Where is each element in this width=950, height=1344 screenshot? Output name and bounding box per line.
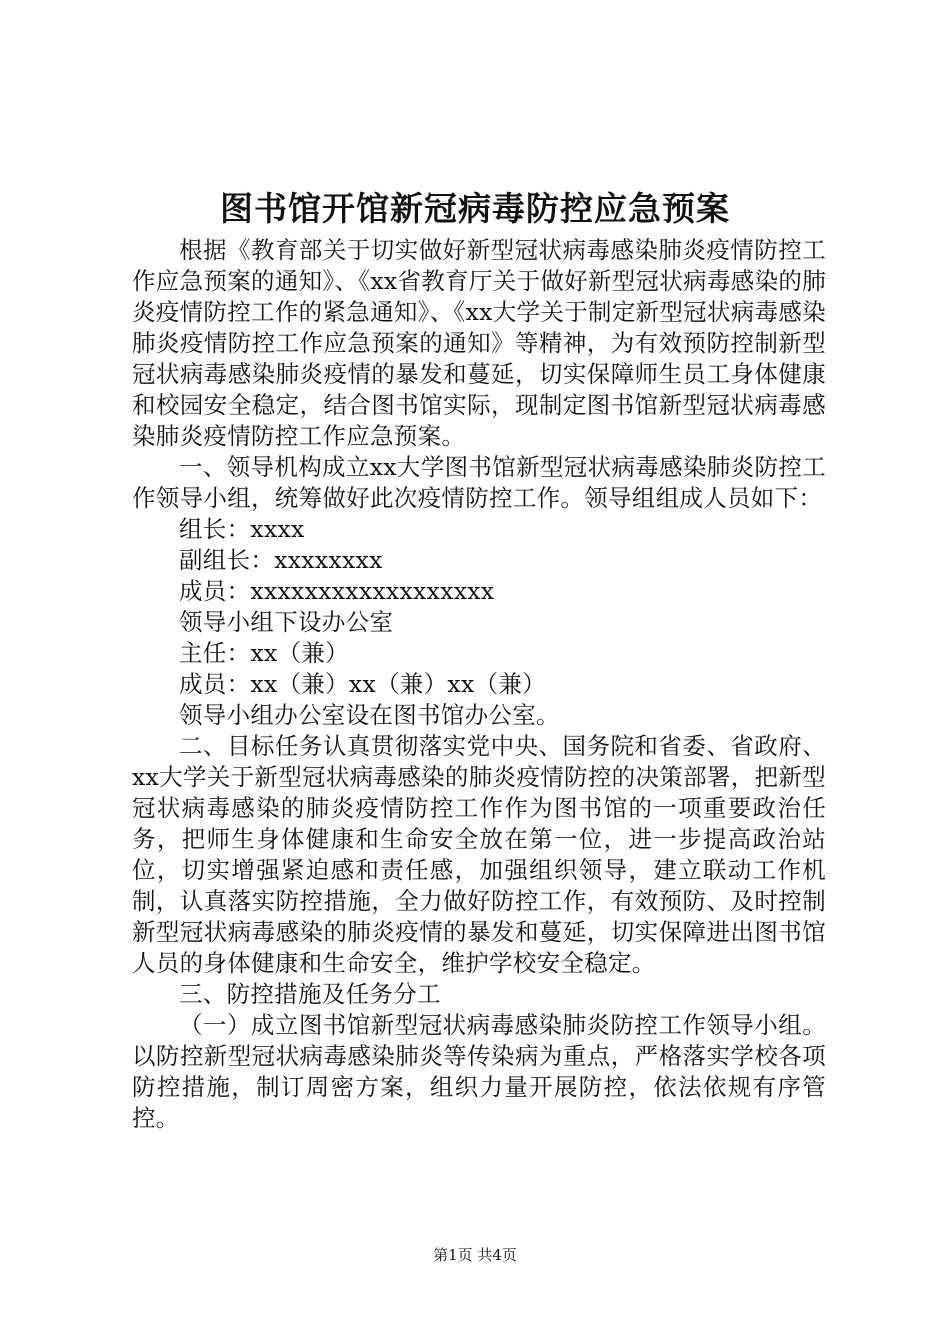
director-line: 主任：xx（兼） [179, 639, 349, 667]
office-location-line: 领导小组办公室设在图书馆办公室。 [179, 701, 560, 729]
section-1-paragraph: 一、领导机构成立xx大学图书馆新型冠状病毒感染肺炎防控工作领导小组，统筹做好此次疫情防控工作。领导组组成人员如下： [132, 453, 826, 512]
page-footer: 第1页 共4页 [433, 1246, 517, 1264]
intro-paragraph: 根据《教育部关于切实做好新型冠状病毒感染肺炎疫情防控工作应急预案的通知》、《xx省教育厅关于做好新型冠状病毒感染的肺炎疫情防控工作的紧急通知》、《xx大学关于制定新型冠状病毒感染肺炎疫情防控工作应急预案的通知》等精神，为有效预防控制新型冠状病毒感染肺炎疫情的暴发和蔓延，切实保障师生员工身体健康和校园安全稳定，结合图书馆实际，现制定图书馆新型冠状病毒感染肺炎疫情防控工作应急预案。 [132, 236, 826, 450]
section-2-paragraph: 二、目标任务认真贯彻落实党中央、国务院和省委、省政府、xx大学关于新型冠状病毒感染的肺炎疫情防控的决策部署，把新型冠状病毒感染的肺炎疫情防控工作作为图书馆的一项重要政治任务，把师生身体健康和生命安全放在第一位，进一步提高政治站位，切实增强紧迫感和责任感，加强组织领导，建立联动工作机制，认真落实防控措施，全力做好防控工作，有效预防、及时控制新型冠状病毒感染的肺炎疫情的暴发和蔓延，切实保障进出图书馆人员的身体健康和生命安全，维护学校安全稳定。 [132, 732, 826, 977]
deputy-leader-line: 副组长：xxxxxxxx [179, 546, 383, 574]
office-members-line: 成员：xx（兼）xx（兼）xx（兼） [179, 670, 546, 698]
document-body [132, 235, 826, 1134]
group-leader-line: 组长：xxxx [179, 515, 305, 543]
members-line: 成员：xxxxxxxxxxxxxxxxxx [179, 577, 495, 605]
section-3-heading: 三、防控措施及任务分工 [179, 980, 441, 1008]
section-3-item-1-paragraph: （一）成立图书馆新型冠状病毒感染肺炎防控工作领导小组。以防控新型冠状病毒感染肺炎等传染病为重点，严格落实学校各项防控措施，制订周密方案，组织力量开展防控，依法依规有序管控。 [132, 1011, 826, 1132]
document-title: 图书馆开馆新冠病毒防控应急预案 [220, 189, 730, 228]
office-setup-line: 领导小组下设办公室 [179, 608, 394, 636]
